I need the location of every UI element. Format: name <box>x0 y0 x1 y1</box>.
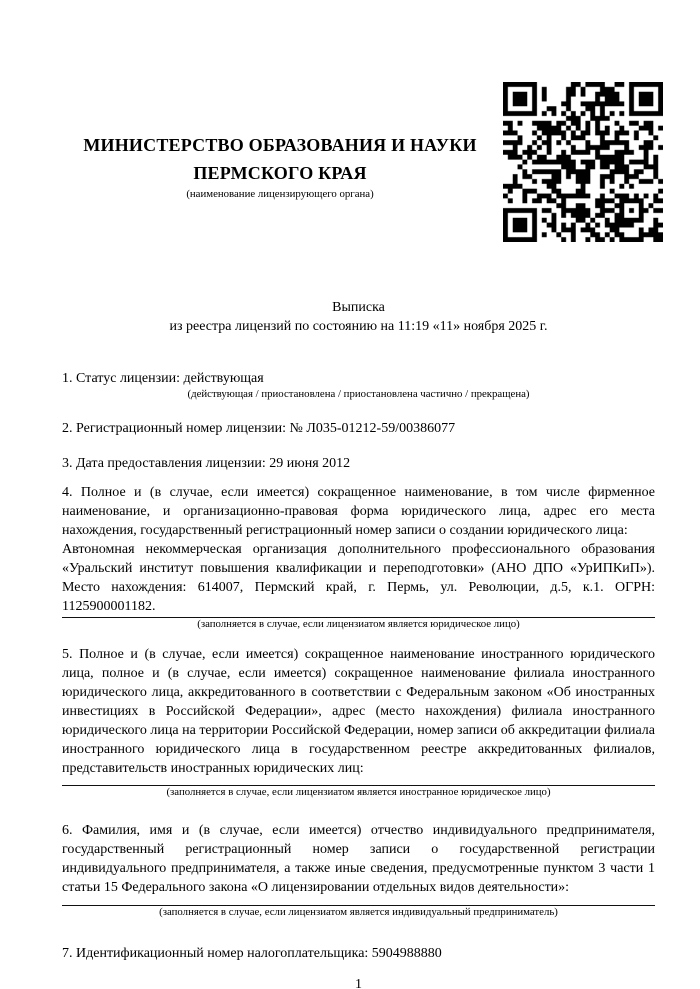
title-line-1: Выписка <box>332 300 385 315</box>
document-title <box>62 298 655 336</box>
foreign-entity-caption: (заполняется в случае, если лицензиатом является иностранное юридическое лицо) <box>166 786 551 798</box>
document-header <box>62 131 498 201</box>
qr-code <box>503 82 663 242</box>
item-foreign-legal-entity: 5. Полное и (в случае, если имеется) сокращенное наименование иностранного юридического лица, полное и (в случае, если имеется) сокращенное наименование филиала иностранного юридического лица, аккредитованного в соответствии с Федеральным законом «Об иностранных инвестициях в Российской Федерации», адрес (место нахождения) филиала иностранного юридического лица на территории Российской Федерации, номер записи об аккредитации филиала иностранного юридического лица в государственном реестре аккредитованных филиалов, представительств иностранных юридических лиц: <box>62 647 655 776</box>
document-body <box>62 298 655 989</box>
page-number: 1 <box>355 977 362 989</box>
legal-entity-caption: (заполняется в случае, если лицензиатом является юридическое лицо) <box>197 618 520 630</box>
entrepreneur-caption: (заполняется в случае, если лицензиатом является индивидуальный предприниматель) <box>159 906 558 918</box>
licensing-authority-name <box>62 131 498 187</box>
authority-caption: (наименование лицензирующего органа) <box>186 188 374 200</box>
legal-entity-value: Автономная некоммерческая организация дополнительного профессионального образования «Уральский институт повышения квалификации и переподготовки» (АНО ДПО «УрИПКиП»). Место нахождения: 614007, Пермский край, г. Пермь, ул. Революции, д.5, к.1. ОГРН: 1125900001182. <box>62 542 655 614</box>
status-options-caption: (действующая / приостановлена / приостановлена частично / прекращена) <box>187 388 530 400</box>
item-registration-number: 2. Регистрационный номер лицензии: № Л035-01212-59/00386077 <box>62 421 456 436</box>
ministry-line-2: ПЕРМСКОГО КРАЯ <box>193 163 367 183</box>
item-individual-entrepreneur: 6. Фамилия, имя и (в случае, если имеется) отчество индивидуального предпринимателя, государственный регистрационный номер записи о государственной регистрации индивидуального предпринимателя, а также иные сведения, предусмотренные пунктом 3 части 1 статьи 15 Федерального закона «О лицензировании отдельных видов деятельности»: <box>62 823 655 895</box>
item-legal-entity <box>62 483 655 540</box>
title-line-2: из реестра лицензий по состоянию на 11:19 «11» ноября 2025 г. <box>169 319 548 334</box>
item-license-status: 1. Статус лицензии: действующая <box>62 371 264 386</box>
legal-entity-statutory-text: 4. Полное и (в случае, если имеется) сокращенное наименование, в том числе фирменное наименование, и организационно-правовая форма юридического лица, адрес его места нахождения, государственный регистрационный номер записи о создании юридического лица: <box>62 485 655 538</box>
item-taxpayer-number: 7. Идентификационный номер налогоплательщика: 5904988880 <box>62 946 442 961</box>
item-license-grant-date: 3. Дата предоставления лицензии: 29 июня 2012 <box>62 456 351 471</box>
ministry-line-1: МИНИСТЕРСТВО ОБРАЗОВАНИЯ И НАУКИ <box>83 135 477 155</box>
